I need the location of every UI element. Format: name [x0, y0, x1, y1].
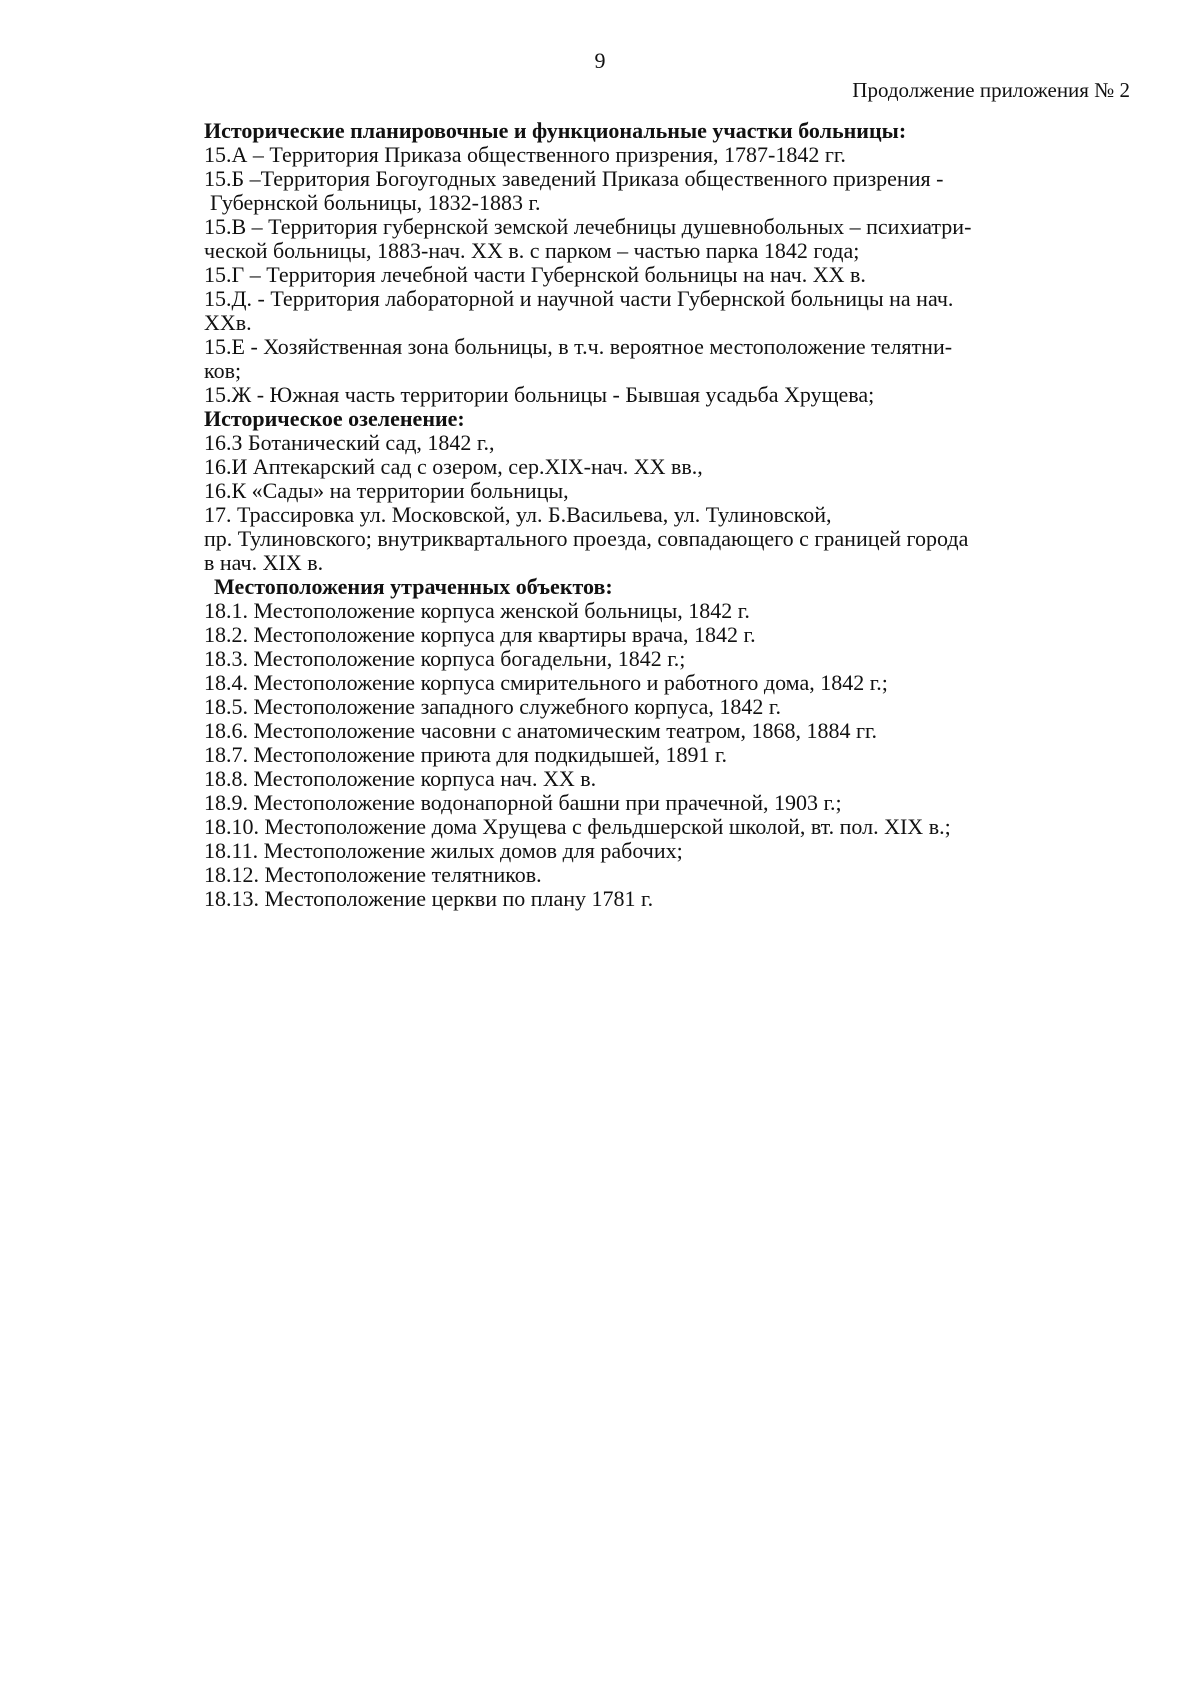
list-item: 18.8. Местоположение корпуса нач. XX в. [204, 766, 597, 791]
list-item-continuation: Губернской больницы, 1832-1883 г. [210, 190, 541, 215]
document-body [204, 119, 1144, 911]
list-item: 16.К «Сады» на территории больницы, [204, 478, 569, 503]
section-heading-greenery: Историческое озеленение: [204, 406, 465, 431]
list-item-continuation: в нач. XIX в. [204, 550, 324, 575]
list-item: 15.Г – Территория лечебной части Губернской больницы на нач. XX в. [204, 262, 866, 287]
list-item: 18.2. Местоположение корпуса для квартиры врача, 1842 г. [204, 622, 756, 647]
list-item: 17. Трассировка ул. Московской, ул. Б.Васильева, ул. Тулиновской, [204, 502, 832, 527]
list-item: 18.7. Местоположение приюта для подкидышей, 1891 г. [204, 742, 727, 767]
list-item: 18.13. Местоположение церкви по плану 1781 г. [204, 886, 654, 911]
appendix-note: Продолжение приложения № 2 [852, 78, 1130, 102]
list-item: 15.Ж - Южная часть территории больницы - Бывшая усадьба Хрущева; [204, 382, 875, 407]
list-item: 18.6. Местоположение часовни с анатомическим театром, 1868, 1884 гг. [204, 718, 878, 743]
list-item: 16.И Аптекарский сад с озером, сер.XIX-нач. XX вв., [204, 454, 703, 479]
section-heading-planning: Исторические планировочные и функциональные участки больницы: [204, 118, 907, 143]
list-item: 18.3. Местоположение корпуса богадельни, 1842 г.; [204, 646, 686, 671]
section-heading-lost-objects: Местоположения утраченных объектов: [214, 574, 613, 599]
list-item: 18.10. Местоположение дома Хрущева с фельдшерской школой, вт. пол. XIX в.; [204, 814, 951, 839]
list-item: 18.1. Местоположение корпуса женской больницы, 1842 г. [204, 598, 750, 623]
list-item: 15.Б –Территория Богоугодных заведений Приказа общественного призрения - [204, 166, 944, 191]
list-item-continuation: пр. Тулиновского; внутриквартального проезда, совпадающего с границей города [204, 526, 969, 551]
list-item: 16.З Ботанический сад, 1842 г., [204, 430, 495, 455]
list-item: 18.11. Местоположение жилых домов для рабочих; [204, 838, 683, 863]
list-item-continuation: ческой больницы, 1883-нач. XX в. с парком – частью парка 1842 года; [204, 238, 860, 263]
list-item: 15.А – Территория Приказа общественного призрения, 1787-1842 гг. [204, 142, 846, 167]
list-item: 18.12. Местоположение телятников. [204, 862, 542, 887]
page-number: 9 [594, 48, 606, 73]
list-item: 18.9. Местоположение водонапорной башни при прачечной, 1903 г.; [204, 790, 842, 815]
list-item: 18.4. Местоположение корпуса смирительного и работного дома, 1842 г.; [204, 670, 888, 695]
list-item-continuation: ков; [204, 358, 242, 383]
list-item: 15.В – Территория губернской земской лечебницы душевнобольных – психиатри- [204, 214, 972, 239]
list-item: 18.5. Местоположение западного служебного корпуса, 1842 г. [204, 694, 781, 719]
list-item: 15.Д. - Территория лабораторной и научной части Губернской больницы на нач. [204, 286, 954, 311]
list-item: 15.Е - Хозяйственная зона больницы, в т.ч. вероятное местоположение телятни- [204, 334, 953, 359]
list-item-continuation: XXв. [204, 310, 252, 335]
